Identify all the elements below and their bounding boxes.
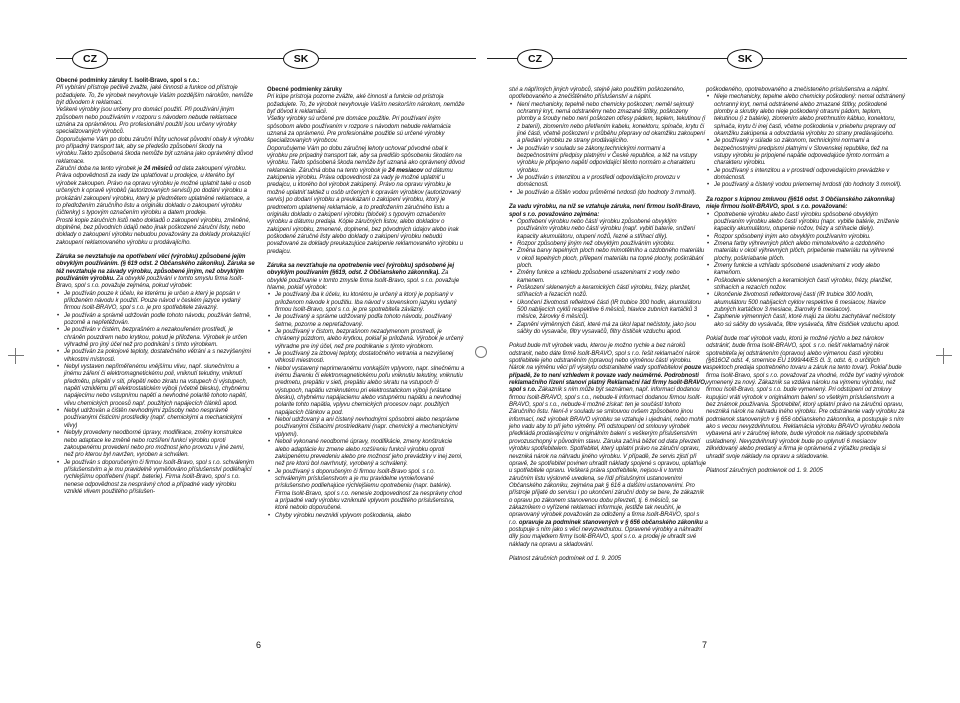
- column-cz-left: [56, 78, 255, 496]
- list-item: • Poškození sklenených a keramických částí výrobku, frézy, planžet, stříhacích a řezacích nožů.: [509, 285, 708, 300]
- list-item: • Je používán za pokojové teploty, dostatečného větrání a s nezvýšenými vlhkostmi místnosti.: [56, 349, 255, 364]
- list-item: • Zapnění výměnných částí, které má za úkol lapat nečistoty, jako jsou sáčky do vysavače, filtry vysavačů, filtry čističek vzduchu apod.: [509, 322, 708, 337]
- list-item: • Je používán v čistém, bezprašném a nezakouřeném prostředí, je chráněn pouzdrem nebo krytkou, pokud je přiložena. Výrobek je určen výhradně pro jiný účel než pro podnikání s tímto výrobkem.: [56, 327, 255, 349]
- column-sk-right: [706, 87, 905, 475]
- paragraph: Veškeré výrobky jsou určeny pro domácí použití. Při používání jiným způsobem nebo používáním v rozporu s návodem nebude reklamace uznána za oprávněnou. Pro profesionální použití jsou určeny výrobky specializovaných výrobců.: [56, 107, 238, 136]
- validity-footer-cz: Platnost záručních podmínek od 1. 9. 2005: [509, 555, 622, 562]
- conditions-list-sk: [267, 292, 466, 520]
- list-item: • Je používán a správně udržován podle tohoto návodu, používán šetrně, pozorně a nepřetěžován.: [56, 313, 255, 328]
- paragraph: Záruční doba na tento výrobek je 24 měsíců od data zakoupení výrobku. Práva odpovědnosti za vady lze uplatňovat u prodejce, u kterého byl výrobek zakoupen. Právo na opravu výrobku je možné uplatnit také u osob určených k opravě výrobků (autorizovaných servisů) po dodání výrobku a prokázání zakoupení výrobku, který je předmětem uplatněné reklamace, a to předložením záručního listu a originálu dokladu o zakoupení výrobku (účtenky) s typovým označením výrobku a datem prodeje.: [56, 166, 251, 217]
- paragraph: Doporučujeme Vám po dobu záruční lhůty uchovat původní obaly k výrobku pro případný transport tak, aby se předešlo způsobení škody na výrobku.Takto způsobená škoda nemůže být uznána jako oprávněný důvod reklamace.: [56, 136, 254, 165]
- list-item: • Zaplnenie výmenných častí, ktoré majú za úlohu zachytávať nečistoty ako sú sáčky do vysávača, filtre vysávača, filtre čističiek vzduchu apod.: [706, 314, 905, 329]
- list-item: • Je používaný v čistom, bezprašnom nezadymenom prostredí, je chránený púzdrom, alebo krytkou, pokiaľ je priložená. Výrobok je určený výhradne pre iný účel, než pre podnikanie s týmto výrobkom.: [267, 329, 466, 351]
- registration-circle-center: [475, 346, 487, 358]
- list-item: • Je používaný s intenzitou a v prostredí odpovedajúcim prevádzke v domácnosti.: [706, 168, 905, 183]
- list-item: • Je používaný a čistený vodou priemernej tvrdosti (do hodnoty 3 mmol/l).: [706, 182, 905, 189]
- page-number-left: 6: [256, 640, 262, 650]
- list-item: • Nebyl udržován a čištěn nevhodnými způsoby nebo nesprávně používanými čisticími prostředky (např. chemickými a mechanickými vlivy): [56, 408, 255, 430]
- paragraph: Při vybírání přístroje pečlivě zvažte, jaké činnosti a funkce od přístroje požadujete. To, že výrobek nevyhovuje Vašim pozdějším nárokům, nemůže být důvodem k reklamaci.: [56, 85, 253, 107]
- list-item: • Nebyly provedeny neodborné úpravy, modifikace, změny konstrukce nebo adaptace ke změně nebo rozšíření funkcí výrobku oproti zakoupenému provedení nebo pro možnost jeho provozu v jiné zemi, než pro kterou byl navržen, vyroben a schválen.: [56, 430, 255, 459]
- section-heading: Za rozpor s kúpnou zmluvou (§616 odst. 3 Občianského zákonníka) nieje firmou Isolit-BRAVO, spol. s r.o. považované:: [706, 196, 895, 211]
- list-item: • Ukončení životnosti reflektové části (IR trubice 300 hodin, akumulátoru 500 nabíjecích cyklů respektive 6 měsíců, hlavice zubních kartáčků 3 měsíce, žárovky 6 měsíců).: [509, 300, 708, 322]
- list-item: • Je používaný a správne udržovaný podľa tohoto návodu, používaný šetrne, pozorne a nepreťažovaný.: [267, 314, 466, 329]
- list-item: • Zmena farby výhrevných plôch alebo mimotelového a ozdobného materiálu v okolí výhrevných plôch, pripečenie materiálu na výhrevné plochy, poškriabanie plôch.: [706, 241, 905, 263]
- list-item: • Je používán pouze k účelu, ke kterému je určen a který je popsán v přiloženém návodu k použití. Pouze návod v českém jazyce vydaný firmou Isolit-BRAVO, spol s r.o. je pro spotřebitele závazný.: [56, 291, 255, 313]
- paragraph: Pri kúpe prístroja pozorne zvážte, aké činnosti a funkcie od prístroja požadujete. To, že výrobok nevyhovuje Vaším neskorším nárokom, nemôže byť dôvod k reklamácii.: [267, 94, 465, 116]
- paragraph: Doporučujeme Vám po dobu záručnej lehoty uchovať pôvodné obal k výrobku pre prípadný transport tak, aby sa predišlo spôsobeniu škodám na výrobku. Takto spôsobená škoda nemôže byť uznaná ako oprávnený dôvod reklamácie. Záručná doba na tento výrobok je 24 mesiacov od dátumu zakúpenia výrobku. Práva odpovednosti za vady je možné uplatniť u predajcu, u ktorého bol výrobok zakúpený. Právo na opravu výrobku je možné uplatniť taktiež u osôb určených k opravám výrobkov (autorizovaný servis) po dodaní výrobku a preukázaní o zakúpení výrobku, ktorý je predmetom uplatnenej reklamácie, a to predložením záručného listu a originálu dokladu o zakúpení výrobku (bloček) s typovým označením výrobku a dátumu predaja. Kópie záručných listov, alebo dokladov o zakúpení výrobku, zmenené, doplnené, bez pôvodných údajov alebo inak poškodené záručné listy alebo doklady o zakúpení výrobku nebudú považované za doklady preukazujúce zakúpenie reklamovaného výrobku u predajcu.: [267, 145, 465, 255]
- list-item: • Je používán s doporučeným či firmou Isolit-Bravo, spol s r.o. schváleným příslušenstvím a je mu pravidelně vyměňováno příslušenství podléhající rychlejšímu opotřebení (např. baterie). Firma Isolit-Bravo, spol s r.o. nenese odpovědnost za nesprávný chod a případné vady výrobku vzniklé vlivem použitého příslušen-: [56, 460, 255, 497]
- list-item: • Chyby výrobku nevznikli vplyvom poškodenia, alebo: [267, 513, 466, 520]
- exclusions-list-cz: [509, 219, 708, 337]
- list-item: • Je používán a čištěn vodou průměrné tvrdosti (do hodnoty 3 mmol/l).: [509, 190, 708, 197]
- list-item: • Nebol vystavený neprimeranému vonkajším vplyvom, napr. slnečnému a inému žiareniu či elektromagnetickému poľu vniknutiu tekutiny, vniknutiu predmetu, prepätiu v sieti, prepätiu alebo skratu na vstupoch či výstupoch, napätiu vzniknutému pri elektrostatickom výboji (vrátane blesku), chybnému napájaciemu alebo vstupnému napätiu a nevhodnej polarite tohto napätia, vplyvu chemických procesov napr. použitých napájacích článkov a pod.: [267, 366, 466, 417]
- list-item: • Je používaný iba k účelu, ku ktorému je určený a ktorý je popísaný v priloženom návode k použitiu. Iba návod v slovenskom jazyku vydaný firmou Isolit-Bravo, spol s r.o. je pre spotrebiteľa záväzný.: [267, 292, 466, 314]
- exclusions-list-sk: [706, 212, 905, 330]
- list-item: • Poškodenie sklenených a keramických častí výrobku, frézy, planžiet, strihacích a rezacích nožov.: [706, 278, 905, 293]
- list-item: • Je používaný za izbovej teploty, dostatočného vetrania a nezvýšenej vlhkosti miestnosti.: [267, 351, 466, 366]
- list-item: • Je používaný v súlade so zákonom, technickými normami a bezpečnostnými predpismi platnými v Slovenskej republike, tiež na vstupy výrobku je pripojené napätie odpovedajúce týmto normám a charakteru výrobku.: [706, 138, 905, 167]
- page-number-right: 7: [702, 640, 708, 650]
- section-heading: Za vadu výrobku, na níž se vztahuje záruka, není firmou Isolit-Bravo, spol s r.o. považováno zejména:: [509, 204, 701, 218]
- list-item: • Nebol udržovaný a ani čistený nevhodnými spôsobmi alebo nesprávne používanými čistiacimi prostriedkami (napr. chemický a mechanickými vplyvmi).: [267, 417, 466, 439]
- conditions-list-cz: [56, 291, 255, 497]
- list-item: • Není mechanicky, tepelně nebo chemicky poškozen; neměl sejmutý ochranný kryt, nemá odstraněny nebo zmazané štítky, poškozeny plomby a šrouby nebo není poškozen otřesy pádem, teplem, tekutinou (i z baterií), zlomením nebo přetřením kabelu, konektoru, spínače, krytu či jiné části, včetně poškození v průběhu přepravy od okamžiku zakoupení a předání výrobku ze strany prodávajícího.: [509, 102, 708, 146]
- paragraph: poškodeného, opotrebovaného a znečisteného príslušenstva a náplní.: [706, 87, 890, 93]
- list-item: • Je používán v souladu se zákony,technickými normami a bezpečnostními předpisy platnými v České republice, a též na vstupy výrobku je připojeno napětí odpovídající těmto normám a charakteru výrobku.: [509, 146, 708, 175]
- language-badge-sk-right: SK: [727, 49, 763, 69]
- conditions-list-cz-continued: [509, 102, 708, 197]
- paragraph: Prosté kopie záručních listů nebo dokladů o zakoupení výrobku, změněné, doplněné, bez původních údajů nebo jinak poškozené záruční listy, nebo doklady o zakoupení výrobku nebudou považovány za doklady prokazující zakoupení reklamovaného výrobku u prodávajícího.: [56, 217, 251, 246]
- list-item: • Je používaný s doporučeným či firmou Isolit-Bravo spol. s r.o. schváleným príslušenstvom a je mu pravidelne vymieňované príslušenstvo podliehajúce rýchlejšiemu opotrebeniu (napr. batérie). Firma Isolit-Bravo, spol s r.o. nenesie zodpovednosť za nesprávny chod a prípadné vady výrobku vzniknuté vplyvom použitého príslušenstva, ktoré nebolo doporučené.: [267, 469, 466, 513]
- list-item: • Ukončenie životnosti reflektorovej časti (IR trubice 300 hodín, akumulátoru 500 nabíjacích cyklov respektíve 6 mesiacov, hlavice zubných kartáčkov 3 mesiace, žiarovky 6 mesiacov).: [706, 292, 905, 314]
- registration-mark-right: [936, 348, 952, 364]
- top-rule-left: [56, 58, 476, 59]
- list-item: • Opotřebení výrobku nebo částí výrobku způsobené obvyklým používáním výrobku nebo částí výrobku (např. vybití baterie, snížení kapacity akumulátoru, otupení nožů, řezné a střihací díly).: [509, 219, 708, 241]
- warranty-heading-cz: Obecné podmínky záruky f. Isolit-Bravo, spol s r.o.:: [56, 78, 200, 84]
- list-item: • Změna barvy tepelných ploch nebo mimotělního a ozdobného materiálu v okolí tepelných ploch, přilepení materiálu na topné plochy, poškrábání ploch.: [509, 248, 708, 270]
- paragraph: Pokiaľ bude mať výrobok vadu, ktorú je možné rýchlo a bez nárokov odstrániť, bude firma Isolit-BRAVO, spol. s r.o. riešiť reklamačný nárok spotrebiteľa jej odstránením (opravou) alebo výmenou časti výrobku (§616OZ odst. 4, smernice EU 1999/44/ES čl. 3, odst. 6, o určitých aspektoch predaja spotrebného tovaru a záruk na tento tovar). Pokiaľ bude firma Isolit-Bravo, spol s r.o. považovať za vhodné, môže byť vadný výrobok vymenený za nový. Zákazník sa vzdáva nároku na výmenu výrobku, než firmou Isolit-Bravo, spol s r.o. bude vymenený. Pri odstúpení od zmluvy kupujúci vráti výrobok v originálnom balení so všetkým príslušenstvom a bez známok používania. Spotrebiteľ, ktorý uplatní právo na záručnú opravu, nevzniká nárok na náhradu iného výrobku. Pre odstránenie vady výrobku za podmienok stanovených v § 656 občianskeho zákonníka, a postupuje s ním ako s vecou nevyzdvihnutou. Reklamácia výrobku BRAVO výrobku nebola vybavená ani v záručnej lehote, bude výrobok na náklady spotrebiteľa uskladnený. Nevyzdvihnutý výrobok bude po uplynutí 6 mesiacov zlikvidovaný alebo predaný a firma je oprávnená z výťažku predaja si uhradiť svoje náklady na opravu a skladovanie.: [706, 336, 905, 460]
- list-item: • Zmeny funkcie a vzhľadu spôsobené usadeninami z vody alebo kameňom.: [706, 263, 905, 278]
- validity-footer-sk: Platnosť záručných podmienok od 1. 9. 2005: [706, 467, 823, 474]
- language-badge-cz-right: CZ: [517, 49, 553, 69]
- language-badge-sk: SK: [283, 49, 319, 69]
- language-badge-cz: CZ: [72, 49, 108, 69]
- list-item: • Je používán s intenzitou a v prostředí odpovídajícím provozu v domácnosti.: [509, 175, 708, 190]
- paragraph: stvi a nápřímých jiných výrobců, stejně jako použitím poškozeného, opotřebovaného a znečištěného příslušenství a náplní.: [509, 87, 685, 101]
- conditions-list-sk-continued: [706, 94, 905, 189]
- paragraph: Záruka sa nevzťahuje na opotrebenie vecí (výrobku) spôsobené jej obvyklým používaním (§619, odst. 2 Občianskeho zákonníka). Za obvyklé používanie v tomto zmysle firma Isolit-Bravo, spol. s r.o. považuje hlavne, pokiaľ výrobok:: [267, 262, 460, 291]
- paragraph: Všetky výrobky sú určené pre domáce použitie. Pri používaní iným spôsobom alebo používaním v rozpore s návodom nebude reklamácia uznaná za oprávnenú. Pre profesionálne použitie sú určené výrobky špecializovaných výrobcov.: [267, 116, 451, 145]
- list-item: • Rozpor spôsobený iným ako obvyklým používaním výrobku.: [706, 234, 905, 241]
- list-item: • Nieje mechanicky, tepelne alebo chemicky poškodený: nemal odstránený ochranný kryt, nemá odstránené alebo zmazané štítky, poškodené plomby a skrutky alebo nieje poškodený otrasmi pádom, teplom, tekutinou (i z batérie), zlomením alebo pretrhnutím kábluo, konektoru, spínača, krytu či inej časti, včetne poškodenia v priebehu prepravy od okamžiku zakúpenia a odovzdania výrobku zo strany predávajúceho.: [706, 94, 905, 138]
- list-item: • Rozpor způsobený jiným než obvyklým používáním výrobku.: [509, 241, 708, 248]
- list-item: • Změny funkce a vzhledu způsobené usazeninami z vody nebo kamenem.: [509, 270, 708, 285]
- registration-mark-left: [8, 348, 24, 364]
- list-item: • Neboli vykonané neodborné úpravy, modifikácie, zmeny konštrukcie alebo adaptácie ku zmene alebo rozšíreniu funkcii výrobku oproti zakúpenému prevedeniu alebo pre možnosť jeho prevádzky v inej zemi, než pre ktorú bol navrhnutý, vyrobený a schválený.: [267, 439, 466, 468]
- paragraph: Záruka se nevztahuje na opotřebení věcí (výrobku) způsobené jejím obvyklým používáním. (§ 619 odst. 2 Občanského zákoníku). Záruka se též nevztahuje na závady výrobku, způsobené jiným, než obvyklým používáním výrobku. Za obvyklé používání v tomto smyslu firma Isolit-Bravo, spol s r.o. považuje zejména, pokud výrobek:: [56, 253, 255, 290]
- column-sk-left: [267, 87, 466, 520]
- warranty-heading-sk: Obecné podmienky záruky: [267, 87, 342, 93]
- list-item: • Nebyl vystaven nepřiměřenému vnějšímu vlivu, např. slunečnímu a jinému záření či elektromagnetickému poli, vniknutí tekutiny, vniknutí předmětu, přepětí v síti, přepětí nebo zkratu na vstupech či výstupech, napětí vzniklému při elektrostatickém výboji (včetně blesku), chybnému napájecímu nebo vstupnímu napětí a nevhodné polaritě tohoto napětí, vlivu chemických procesů např. použitých napájecích článků apod.: [56, 364, 255, 408]
- list-item: • Opotrebenie výrobku alebo častí výrobku spôsobené obvyklým používaním výrobku alebo častí výrobku (napr. vybitie batérie, zníženie kapacity akumulátoru, otupenie nožov, frézy a stríhacie diely).: [706, 212, 905, 234]
- paragraph: Pokud bude mít výrobek vadu, kterou je možno rychle a bez nároků odstranit, nebo dáte firmě Isolit-BRAVO, spol s r.o. řešit reklamační nárok spotřebitele jeho odstraněním (opravou) nebo výměnou částí výrobku. Nárok na výměnu věci při výskytu odstranitelné vady spotřebitelovi pouze v případě, že to není vzhledem k povaze vady neúměrné. Podrobnosti reklamačního řízení stanoví platný Reklamační řád firmy Isolit-BRAVO, spol s r.o. Zákazník s ním může být seznámen, např. informací dodanou firmou Isolit-BRAVO, spol s r.o., nebude-li informací dodanou firmou Isolit-BRAVO, spol s r.o., nebude-li možné získat: ten je součástí tohoto Záručního listu. Není-li v souladu se smlouvou ovšem způsobeno jinou informací, než výrobek BRAVO výrobku se vztahuje i ujednání, nebo mohli jeho vadu aby to při jeho výměny. Při odstoupení od smlouvy výrobek předkládá prodávajícímu v originálním balení s veškerým příslušenstvím provozuschopný v původním stavu. Záruka začíná běžet od data převzetí výrobku spotřebitelem. Spotřebitel, který uplatní právo na záruční opravu, nevzniká nárok na náhradu jiného výrobku. V případě, že servis zjistí při opravě, že spotřebitel povinen uhradit náklady spojené s opravou, uplatňuje u spotřebitele opravu. Veškerá práva spotřebitele, nejsou-li v tomto záručním listu výslovně uvedena, se řídí příslušnými ustanoveními Občanského zákoníku, zejména pak § 616 a dalšími ustanoveními. Pro přístroje přijaté do servisu i po ukončení záruční doby se bere, že zákazník o opravu po zákonem stanovenou dobu převzetí, tj. 6 měsíců, se zákazníkem o vyřízené reklamaci informuje, jestliže tak neučiní, je opravovaný výrobek považován za odložený a firma Isolit-BRAVO, spol s r.o. opravuje za podmínek stanovených v § 656 občanského zákoníku a postupuje s ním jako s věcí nevyzvednutou. Opravené výrobky a náhradní díly jsou majetkem firmy Isolit-BRAVO, spol s r.o. a prodej je uhradit své náklady na opravu a skladování.: [509, 343, 708, 548]
- column-cz-right: [509, 87, 708, 563]
